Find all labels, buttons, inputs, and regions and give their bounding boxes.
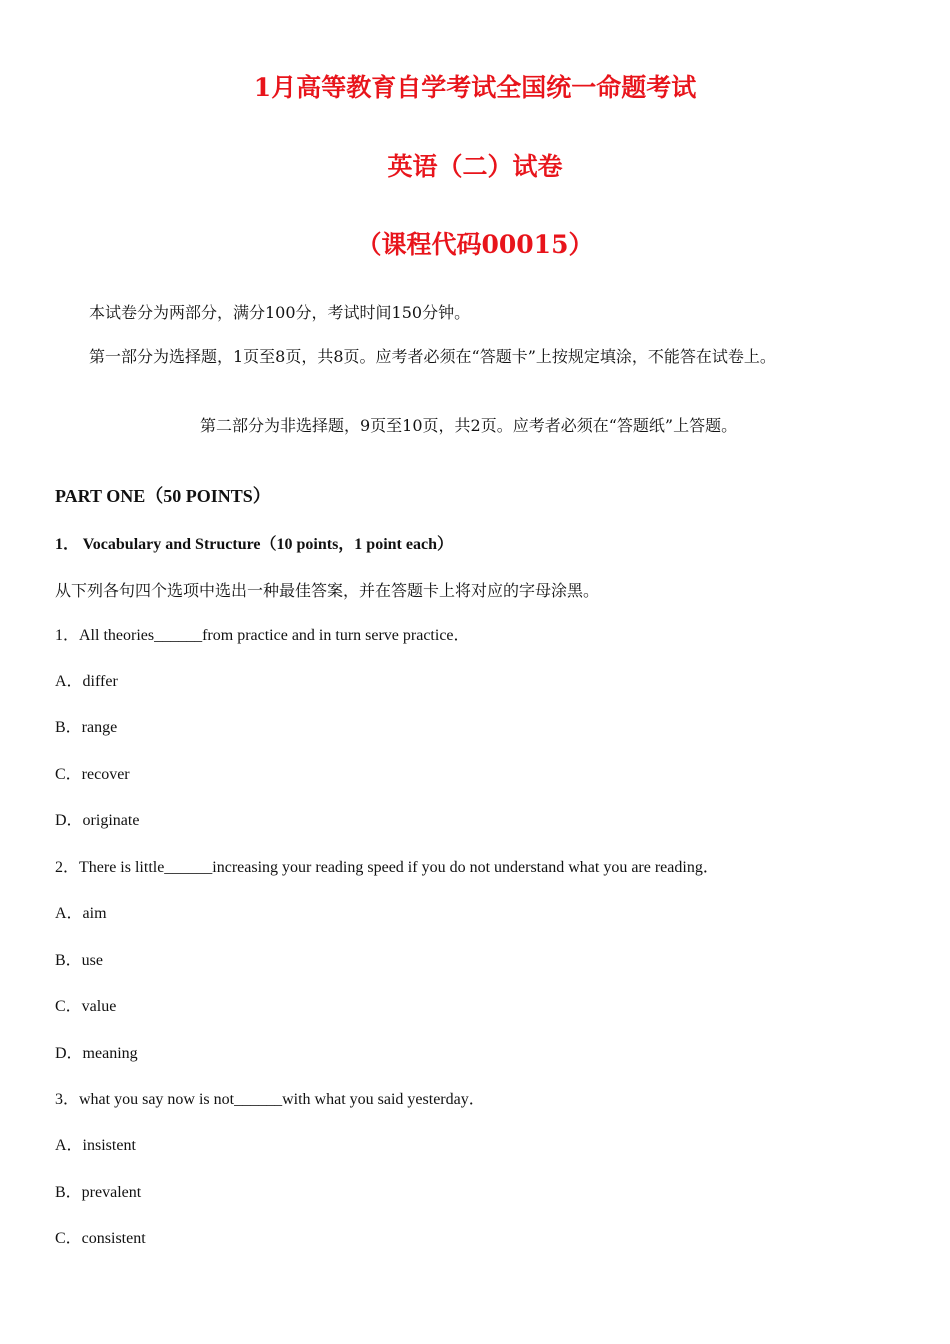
intro-line-score: 本试卷分为两部分，满分100分，考试时间150分钟。 [89, 303, 471, 322]
question-2-option-c: C．value [55, 998, 117, 1015]
question-1-option-c: C．recover [55, 766, 130, 783]
question-2-option-d: D．meaning [55, 1045, 138, 1062]
course-code: （课程代码00015） [356, 230, 594, 259]
question-2-option-b: B．use [55, 952, 104, 969]
question-2-option-a: A．aim [55, 905, 107, 922]
question-stem-1: 1．All theories______from practice and in turn serve practice． [55, 627, 470, 644]
part-one-heading: PART ONE（50 POINTS） [55, 486, 271, 506]
question-1-option-d: D．originate [55, 812, 140, 829]
section-instruction: 从下列各句四个选项中选出一种最佳答案，并在答题卡上将对应的字母涂黑。 [55, 581, 600, 600]
question-1-option-b: B．range [55, 719, 118, 736]
intro-line-part-one: 第一部分为选择题，1页至8页，共8页。应考者必须在“答题卡”上按规定填涂，不能答在试卷上。 [89, 347, 776, 366]
intro-line-part-two: 第二部分为非选择题，9页至10页，共2页。应考者必须在“答题纸”上答题。 [200, 416, 738, 435]
exam-title: 1月高等教育自学考试全国统一命题考试 [253, 73, 697, 102]
question-1-option-a: A．differ [55, 673, 118, 690]
question-3-option-c: C．consistent [55, 1230, 146, 1247]
question-stem-3: 3．what you say now is not______with what you said yesterday． [55, 1091, 485, 1108]
section-heading-vocabulary: 1． Vocabulary and Structure（10 points，1 point each） [55, 536, 453, 553]
question-3-option-a: A．insistent [55, 1137, 136, 1154]
exam-subject: 英语（二）试卷 [387, 152, 563, 181]
question-stem-2: 2．There is little______increasing your reading speed if you do not understand what you are reading． [55, 859, 719, 876]
question-3-option-b: B．prevalent [55, 1184, 142, 1201]
